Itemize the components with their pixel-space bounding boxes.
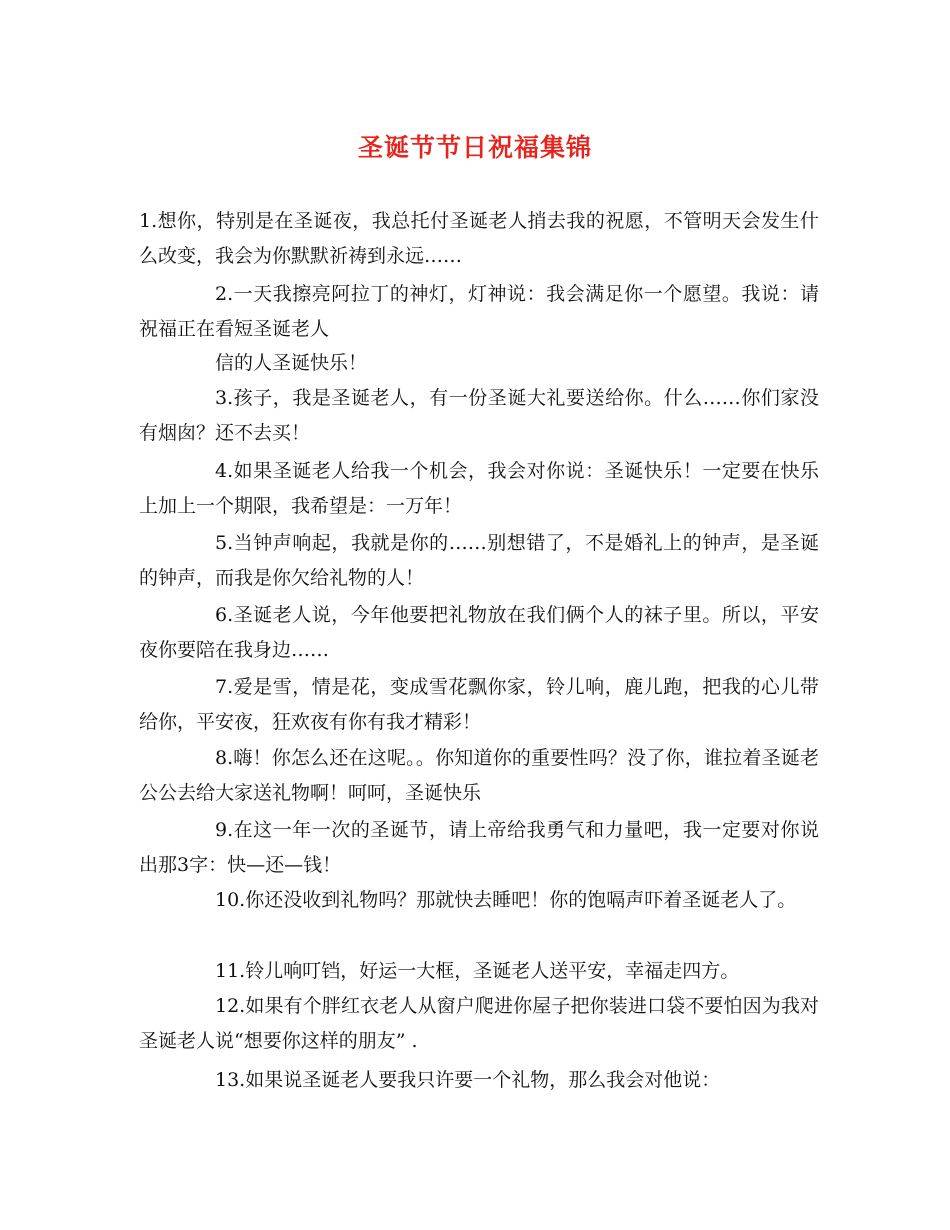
paragraph-4: 4.如果圣诞老人给我一个机会，我会对你说：圣诞快乐！一定要在快乐上加上一个期限，我希望是：一万年！ (139, 460, 819, 517)
paragraph-7: 7.爱是雪，情是花，变成雪花飘你家，铃儿响，鹿儿跑，把我的心儿带给你，平安夜，狂欢夜有你有我才精彩！ (139, 676, 819, 733)
paragraph-3: 3.孩子，我是圣诞老人，有一份圣诞大礼要送给你。什么……你们家没有烟囱？还不去买！ (139, 387, 819, 444)
paragraph-1: 1.想你，特别是在圣诞夜，我总托付圣诞老人捎去我的祝愿，不管明天会发生什么改变，我会为你默默祈祷到永远…… (139, 210, 819, 267)
paragraph-11: 11.铃儿响叮铛，好运一大框，圣诞老人送平安，幸福走四方。 (215, 960, 740, 982)
paragraph-2-continued: 信的人圣诞快乐！ (215, 352, 368, 374)
paragraph-9: 9.在这一年一次的圣诞节，请上帝给我勇气和力量吧，我一定要对你说出那3字：快—还—钱！ (139, 819, 819, 876)
paragraph-6: 6.圣诞老人说，今年他要把礼物放在我们俩个人的袜子里。所以，平安夜你要陪在我身边…… (139, 604, 819, 661)
paragraph-8: 8.嗨！你怎么还在这呢。。你知道你的重要性吗？没了你，谁拉着圣诞老公公去给大家送礼物啊！呵呵，圣诞快乐 (139, 747, 819, 804)
paragraph-5: 5.当钟声响起，我就是你的……别想错了，不是婚礼上的钟声，是圣诞的钟声，而我是你欠给礼物的人！ (139, 532, 819, 589)
paragraph-2: 2.一天我擦亮阿拉丁的神灯，灯神说：我会满足你一个愿望。我说：请祝福正在看短圣诞老人 (139, 283, 819, 340)
paragraph-13: 13.如果说圣诞老人要我只许要一个礼物，那么我会对他说： (215, 1069, 721, 1091)
paragraph-10: 10.你还没收到礼物吗？那就快去睡吧！你的饱嗝声吓着圣诞老人了。 (215, 889, 797, 911)
document-title: 圣诞节节日祝福集锦 (357, 133, 592, 162)
paragraph-12: 12.如果有个胖红衣老人从窗户爬进你屋子把你装进口袋不要怕因为我对圣诞老人说“想要你这样的朋友” . (139, 995, 819, 1052)
